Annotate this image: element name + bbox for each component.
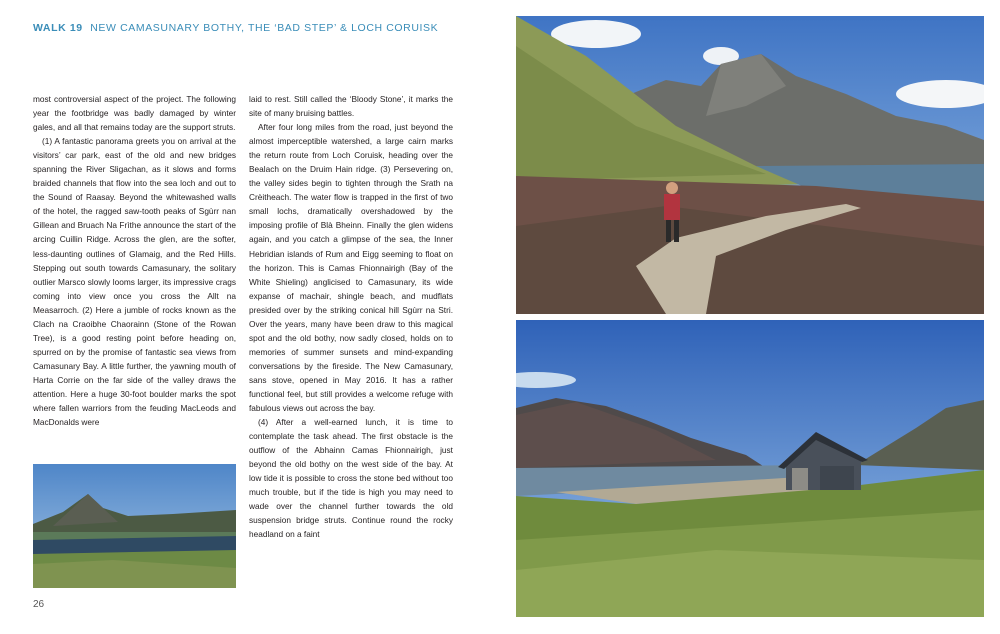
- running-header: [33, 22, 438, 34]
- paragraph: laid to rest. Still called the ‘Bloody Stone’, it marks the site of many bruising battles.: [249, 94, 453, 119]
- walk-title: NEW CAMASUNARY BOTHY, THE ‘BAD STEP’ & LOCH CORUISK: [90, 22, 439, 34]
- page-number: 26: [33, 599, 45, 610]
- text-column-right: [249, 92, 453, 542]
- paragraph: most controversial aspect of the project. The following year the footbridge was badly damaged by winter gales, and all that remains today are the support struts.: [33, 94, 236, 133]
- photo-walker-on-path: [516, 16, 984, 314]
- walk-label: WALK 19: [33, 22, 83, 34]
- paragraph: (4) After a well-earned lunch, it is time to contemplate the task ahead. The first obstacle is the outflow of the Abhainn Camas Fhionnairigh, just beyond the old bothy on the west side of the bay. At low tide it is possible to cross the stone bed without too much trouble, but if the tide is high you may need to wade over the channel further towards the old suspension bridge struts. Continue round the rocky headland on a faint: [249, 417, 453, 540]
- photo-loch-and-conical-hill: [33, 464, 236, 588]
- paragraph: (1) A fantastic panorama greets you on arrival at the visitors’ car park, east of the old and new bridges spanning the River Sligachan, as it slows and forms braided channels that flow into the sea loch and out to the Sound of Raasay. Beyond the whitewashed walls of the hotel, the ragged saw-tooth peaks of Sgùrr nan Gillean and Bruach Na Frìthe announce the start of the arcing Cuillin Ridge. Across the glen, are the softer, less-daunting outlines of Glamaig, and the Red Hills. Stepping out south towards Camasunary, the solitary outlier Marsco slowly looms larger, its impressive crags coming into view once you cross the Allt na Measarroch. (2) Here a jumble of rocks known as the Clach na Craoibhe Chaorainn (Stone of the Rowan Tree), is a good resting point before heading on, spurred on by the promise of fantastic sea views from Camasunary Bay. A little further, the yawning mouth of Harta Corrie on the far side of the valley draws the attention. Here a huge 30-foot boulder marks the spot where fallen warriors from the feuding MacLeods and MacDonalds were: [33, 136, 236, 428]
- text-column-left: [33, 92, 236, 429]
- paragraph: After four long miles from the road, just beyond the almost imperceptible watershed, a large cairn marks the return route from Loch Coruisk, heading over the Bealach on the Druim Hain ridge. (3) Persevering on, the valley sides begin to tighten through the Srath na Crèitheach. The water flow is trapped in the first of two small lochs, dramatically overshadowed by the imposing profile of Blà Bheinn. Finally the glen widens again, and you catch a glimpse of the sea, the Inner Hebridian islands of Rum and Eigg seeming to float on the horizon. This is Camas Fhionnairigh (Bay of the White Shieling) anglicised to Camasunary, its wide expanse of machair, shingle beach, and mudflats presided over by the striking conical hill Sgùrr na Stri. Over the years, many have been draw to this magical spot and the old bothy, now sadly closed, holds on to memories of summer sunsets and mind-expanding conversations by the fireside. The New Camasunary, sans stove, opened in May 2016. It has a rather functional feel, but still provides a welcome refuge with fabulous views out across the bay.: [249, 122, 453, 414]
- photo-camasunary-bothy: [516, 320, 984, 617]
